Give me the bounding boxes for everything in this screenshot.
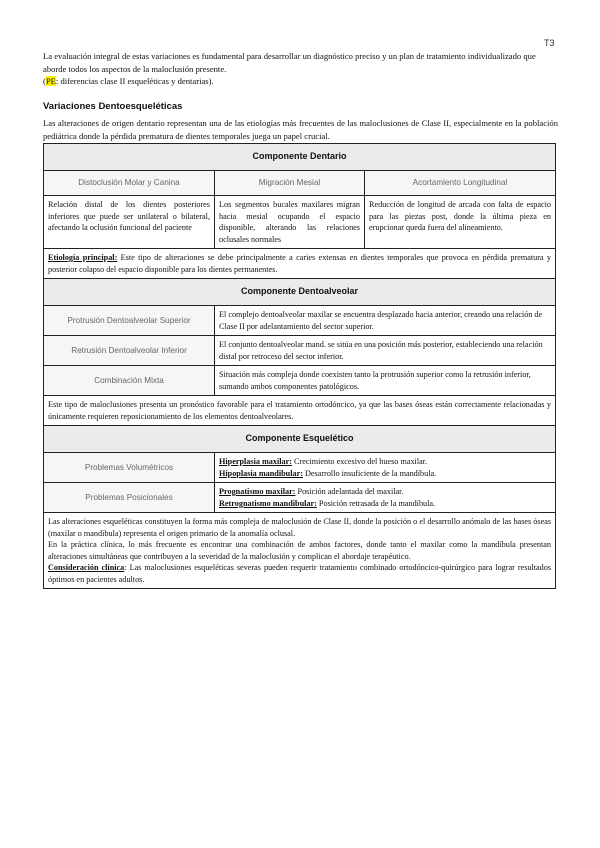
skeletal-desc: Posición adelantada del maxilar. [295,487,404,496]
dentoskeletal-table [43,143,556,589]
pe-highlight: PE [45,76,56,86]
clinical-text: : Las maloclusiones esqueléticas severas pueden requerir tratamiento combinado ortodóncico-quirúrgico para lograr resultados óptimos en pacientes adultos. [48,563,552,584]
dental-col-header: Distoclusión Molar y Canina [44,171,215,196]
skeletal-text [215,453,556,483]
etiology-label: Etiología principal: [48,253,118,262]
skeletal-desc: Desarrollo insuficiente de la mandíbula. [302,468,437,478]
dental-cell: Reducción de longitud de arcada con falta de espacio para las piezas post, donde la última pieza en erupcionar queda fuera del alineamiento. [365,196,556,249]
clinical-consideration [48,562,551,585]
skeletal-term: Prognatismo maxilar: [219,487,296,496]
skeletal-text [215,483,556,513]
dental-cell: Relación distal de los dientes posteriores inferiores que puede ser unilateral o bilateral, afectando la oclusión funcional del paciente [44,196,215,249]
dental-component-title: Componente Dentario [44,144,556,171]
skeletal-label: Problemas Posicionales [44,483,215,513]
dentoalveolar-prognosis-note: Este tipo de maloclusiones presenta un pronóstico favorable para el tratamiento ortodóncico, ya que las bases óseas están correctamente relacionadas y únicamente requieren reposicionamiento de los elementos dentoalveolares. [44,396,556,426]
skeletal-term: Hipoplasia mandibular: [219,468,303,478]
section-heading: Variaciones Dentoesqueléticas [43,101,183,112]
skeletal-term: Hiperplasia maxilar: [219,457,292,466]
etiology-note [44,249,556,279]
dentoalveolar-label: Retrusión Dentoalveolar Inferior [44,336,215,366]
dental-col-header: Migración Mesial [215,171,365,196]
intro-text: La evaluación integral de estas variaciones es fundamental para desarrollar un diagnóstico preciso y un plan de tratamiento individualizado que aborde todos los aspectos de la maloclusión presente. [43,51,536,74]
intro-block [43,50,558,88]
dentoalveolar-text: El conjunto dentoalveolar mand. se sitúa en una posición más posterior, estableciendo una relación distal por retroceso del sector inferior. [215,336,556,366]
skeletal-note-paragraph: Las alteraciones esqueléticas constituyen la forma más compleja de maloclusión de Clase II, donde la posición o el desarrollo anómalo de las bases óseas (maxilar o mandíbula) representa el origen primario de la anomalía oclusal. [48,517,552,538]
clinical-label: Consideración clínica [48,563,125,572]
section-paragraph: Las alteraciones de origen dentario representan una de las etiologías más frecuentes de las maloclusiones de Clase II, especialmente en la población pediátrica donde la pérdida prematura de dientes temporales juega un papel crucial. [43,118,558,141]
skeletal-label: Problemas Volumétricos [44,453,215,483]
skeletal-desc: Posición retrasada de la mandíbula. [316,498,436,508]
skeletal-note-paragraph: En la práctica clínica, lo más frecuente es encontrar una combinación de ambos factores, donde tanto el maxilar como la mandíbula presentan alteraciones simultáneas que contribuyen a la severidad de la maloclusión y complican el abordaje terapéutico. [48,540,552,561]
dentoalveolar-text: El complejo dentoalveolar maxilar se encuentra desplazado hacia anterior, creando una relación de Clase II por adelantamiento del sector superior. [215,306,556,336]
skeletal-term: Retrognatismo mandibular: [219,498,317,508]
dentoalveolar-label: Protrusión Dentoalveolar Superior [44,306,215,336]
skeletal-summary-note [44,513,556,589]
page-number: T3 [544,38,555,48]
skeletal-component-title: Componente Esquelético [44,426,556,453]
dental-cell: Los segmentos bucales maxilares migran hacia mesial ocupando el espacio disponible, alterando las relaciones oclusales normales [215,196,365,249]
dental-col-header: Acortamiento Longitudinal [365,171,556,196]
pe-note: (PE: diferencias clase II esqueléticas y dentarias). [43,76,214,86]
pe-note-text: : diferencias clase II esqueléticas y dentarias). [55,76,214,86]
etiology-text: Este tipo de alteraciones se debe principalmente a caries extensas en dientes temporales que provoca en pérdida prematura y posterior colapso del espacio disponible para los dientes permanentes. [48,253,552,274]
dentoalveolar-label: Combinación Mixta [44,366,215,396]
skeletal-desc: Crecimiento excesivo del hueso maxilar. [292,457,428,466]
dentoalveolar-component-title: Componente Dentoalveolar [44,279,556,306]
dentoalveolar-text: Situación más compleja donde coexisten tanto la protrusión superior como la retrusión inferior, sumando ambos componentes patológicos. [215,366,556,396]
